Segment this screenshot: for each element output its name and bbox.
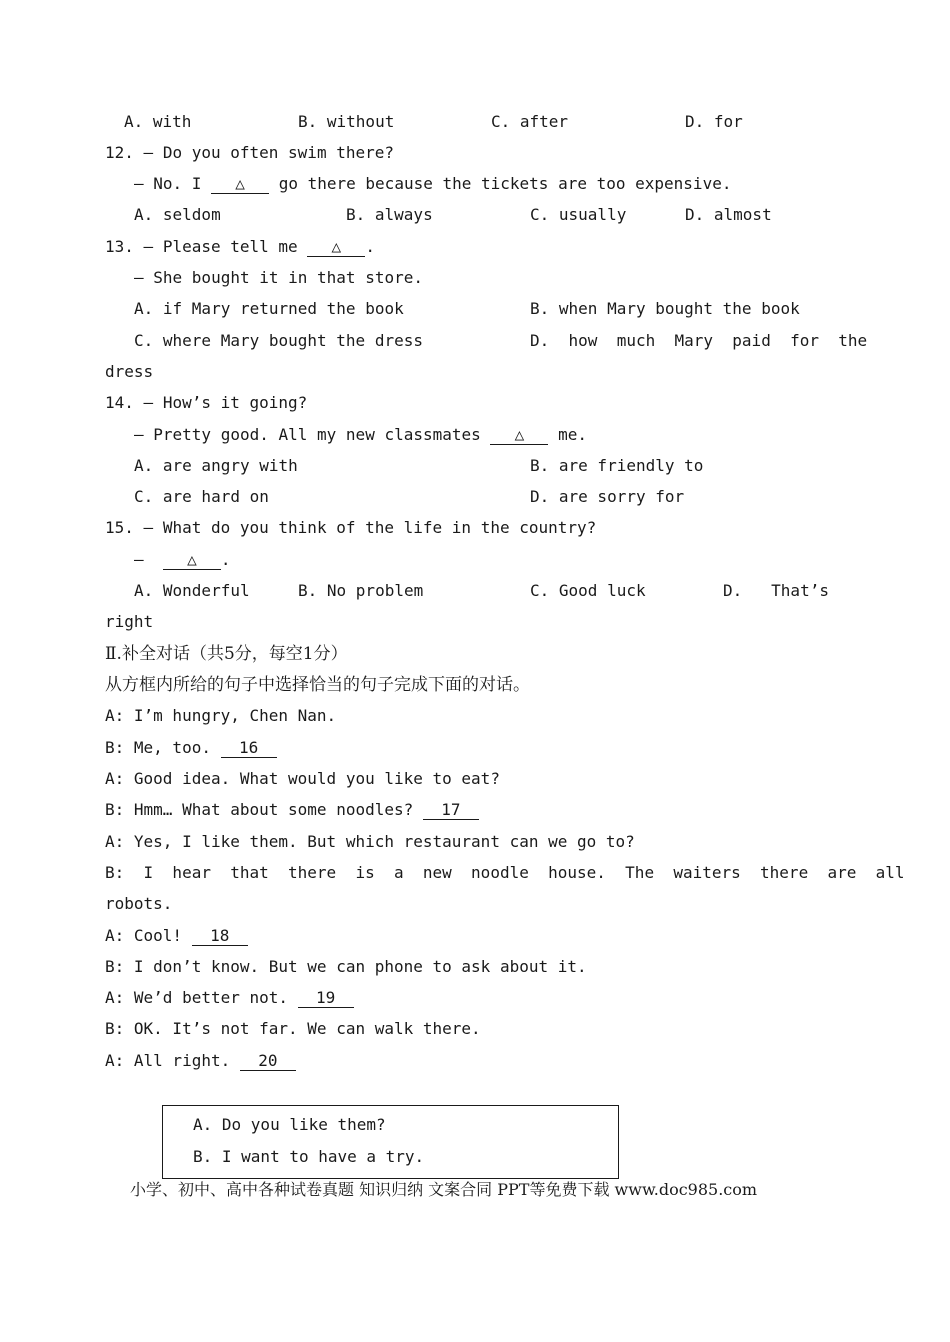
q15-blank: △ [163,550,221,570]
q14-option-c: C. are hard on [134,487,269,506]
q11-option-d: D. for [685,112,743,131]
q13-option-b: B. when Mary bought the book [530,299,800,318]
dialogue-line [105,799,479,821]
blank-20: 20 [240,1051,296,1071]
blank-19: 19 [298,988,354,1008]
dialogue-text: B: OK. It’s not far. We can walk there. [105,1019,481,1038]
dialogue-line [105,956,587,978]
q15-number: 15. [105,518,134,537]
q11-option-c: C. after [491,112,569,131]
q15-question [105,517,596,539]
q15-reply-pre: — [134,550,144,569]
q12-reply-pre: — No. I [134,174,202,193]
q15-reply [134,549,231,571]
q15-option-d-cont: right [105,612,154,631]
q12-question-text: — Do you often swim there? [143,143,394,162]
q12-question [105,142,394,164]
q14-number: 14. [105,393,134,412]
q12-option-a: A. seldom [134,205,221,224]
section-heading: Ⅱ.补全对话（共5分，每空1分） [105,644,348,664]
q13-question-pre: — Please tell me [143,237,298,256]
dialogue-text: A: Yes, I like them. But which restaurant can we go to? [105,832,635,851]
q13-question [105,236,375,258]
box-option-b: B. I want to have a try. [193,1147,425,1166]
dialogue-text: A: All right. [105,1051,231,1070]
q15-option-a: A. Wonderful [134,581,250,600]
q13-option-a: A. if Mary returned the book [134,299,404,318]
q13-option-d: D. how much Mary paid for the [530,331,868,350]
q11-option-b: B. without [298,112,395,131]
footer-watermark: 小学、初中、高中各种试卷真题 知识归纳 文案合同 PPT等免费下载 www.doc985.com [130,1180,758,1199]
q13-option-c: C. where Mary bought the dress [134,331,423,350]
q14-option-b: B. are friendly to [530,456,704,475]
blank-17: 17 [423,800,479,820]
q12-reply [134,173,731,195]
dialogue-text: A: We’d better not. [105,988,289,1007]
q12-option-b: B. always [346,205,433,224]
dialogue-text: A: Cool! [105,926,183,945]
dialogue-text: B: I don’t know. But we can phone to ask about it. [105,957,587,976]
section-instruction: 从方框内所给的句子中选择恰当的句子完成下面的对话。 [105,675,530,695]
q14-option-d: D. are sorry for [530,487,685,506]
q12-blank: △ [211,174,269,194]
box-option-a: A. Do you like them? [193,1115,386,1134]
blank-18: 18 [192,926,248,946]
q15-option-d: D. That’s [723,581,829,600]
q13-blank: △ [307,237,365,257]
q12-reply-post: go there because the tickets are too expensive. [278,174,732,193]
q12-option-d: D. almost [685,205,772,224]
dialogue-line [105,925,248,947]
q12-number: 12. [105,143,134,162]
dialogue-line [105,737,277,759]
q14-reply-pre: — Pretty good. All my new classmates [134,425,481,444]
q14-reply [134,424,587,446]
q14-question [105,392,307,414]
dialogue-line [105,1018,481,1040]
dialogue-line [105,705,336,727]
q15-option-b: B. No problem [298,581,424,600]
dialogue-line [105,1050,296,1072]
q14-question-text: — How’s it going? [143,393,308,412]
dialogue-text: A: I’m hungry, Chen Nan. [105,706,337,725]
blank-16: 16 [221,738,277,758]
q13-reply: — She bought it in that store. [134,268,423,287]
q15-reply-post: . [220,550,231,569]
q14-option-a: A. are angry with [134,456,298,475]
q11-option-a: A. with [124,112,192,131]
dialogue-line [105,987,354,1009]
q13-number: 13. [105,237,134,256]
dialogue-line [105,831,635,853]
q12-option-c: C. usually [530,205,627,224]
dialogue-text: A: Good idea. What would you like to eat? [105,769,500,788]
dialogue-text: B: I hear that there is a new noodle house. The waiters there are all [105,863,905,882]
dialogue-line [105,862,905,884]
dialogue-text: B: Hmm… What about some noodles? [105,800,414,819]
dialogue-text: B: Me, too. [105,738,211,757]
dialogue-text: robots. [105,894,173,913]
q15-question-text: — What do you think of the life in the country? [143,518,597,537]
q13-question-post: . [365,237,375,256]
q14-reply-post: me. [558,425,587,444]
q15-option-c: C. Good luck [530,581,646,600]
dialogue-line [105,768,500,790]
dialogue-line [105,893,172,915]
q13-option-d-cont: dress [105,362,154,381]
q14-blank: △ [490,425,548,445]
